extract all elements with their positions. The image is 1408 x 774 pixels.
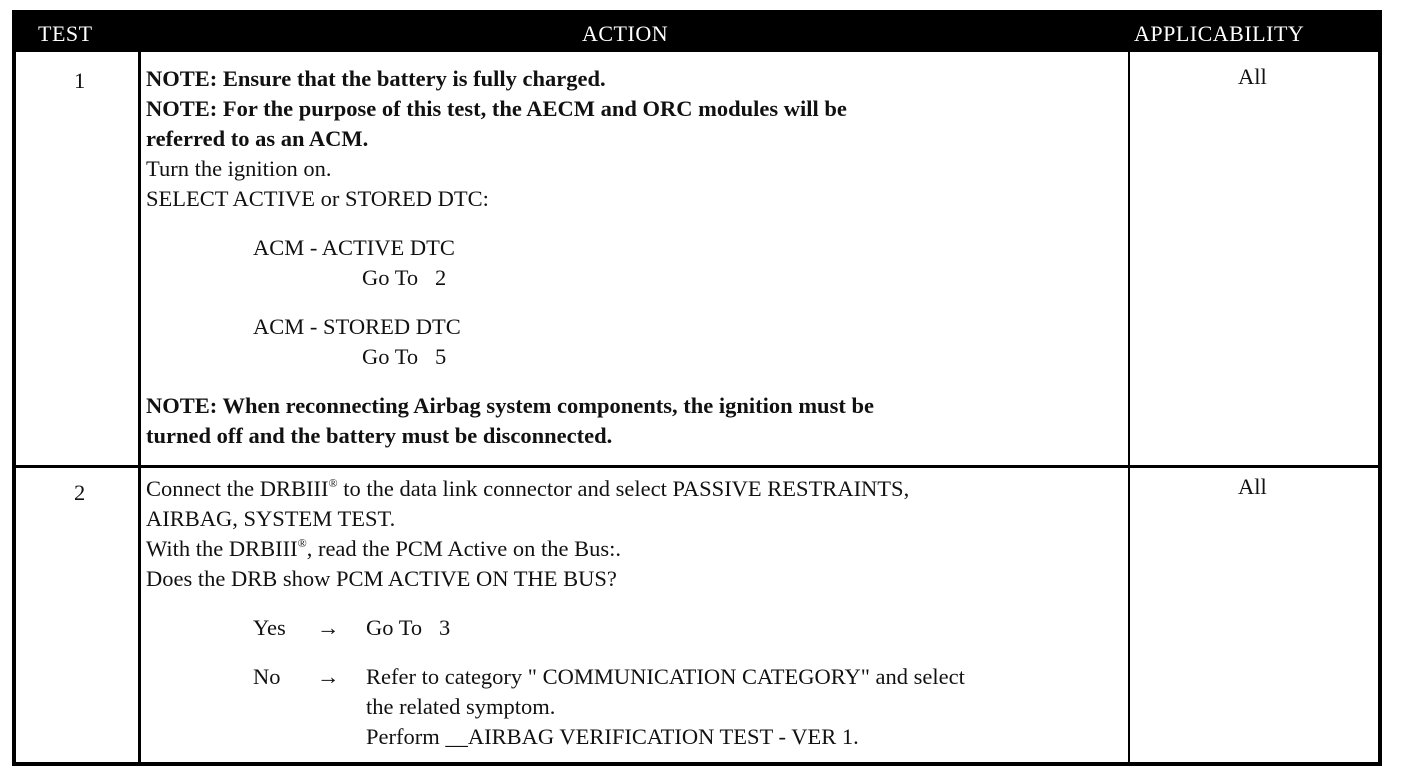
action-cell-1 [146,64,1121,451]
system-test-path: AIRBAG, SYSTEM TEST. [146,506,396,531]
no-label: No [253,664,281,689]
row-divider [16,465,1378,468]
note-reconnect-b: turned off and the battery must be disconnected. [146,423,613,448]
question: Does the DRB show PCM ACTIVE ON THE BUS? [146,566,617,591]
yes-label: Yes [253,615,286,640]
header-action: ACTION [582,21,669,46]
select-instruction: SELECT ACTIVE or STORED DTC: [146,186,489,211]
test-number-1: 1 [74,68,86,93]
connect-instruction: Connect the DRBIII® to the data link connector and select PASSIVE RESTRAINTS, [146,476,910,501]
read-pcm-instruction: With the DRBIII®, read the PCM Active on the Bus:. [146,536,622,561]
test-number-2: 2 [74,480,86,505]
header-test: TEST [38,21,93,46]
choice-active-dtc: ACM - ACTIVE DTC [253,235,455,260]
arrow-icon: → [317,664,340,689]
note-reconnect-a: NOTE: When reconnecting Airbag system components, the ignition must be [146,393,874,418]
goto-3: Go To 3 [366,615,451,640]
applicability-2: All [1238,474,1267,499]
column-divider [1128,52,1130,762]
note-battery: NOTE: Ensure that the battery is fully charged. [146,66,606,91]
diagnostic-test-table [12,10,1382,766]
no-result-continued: the related symptom. [366,694,556,719]
note-acm-a: NOTE: For the purpose of this test, the AECM and ORC modules will be [146,96,847,121]
action-cell-2 [146,474,1121,752]
table-header [16,14,1378,52]
header-applicability: APPLICABILITY [1134,21,1305,46]
applicability-1: All [1238,64,1267,89]
no-result: Refer to category " COMMUNICATION CATEGORY" and select [366,664,965,689]
verification-test: Perform __AIRBAG VERIFICATION TEST - VER 1. [366,724,859,749]
note-acm-b: referred to as an ACM. [146,126,369,151]
answer-no [146,662,1121,692]
choice-stored-dtc: ACM - STORED DTC [253,314,461,339]
column-divider [138,52,141,762]
goto-2: Go To 2 [362,265,447,290]
goto-5: Go To 5 [362,344,447,369]
ignition-instruction: Turn the ignition on. [146,156,332,181]
arrow-icon: → [317,615,340,640]
answer-yes [146,613,1121,643]
